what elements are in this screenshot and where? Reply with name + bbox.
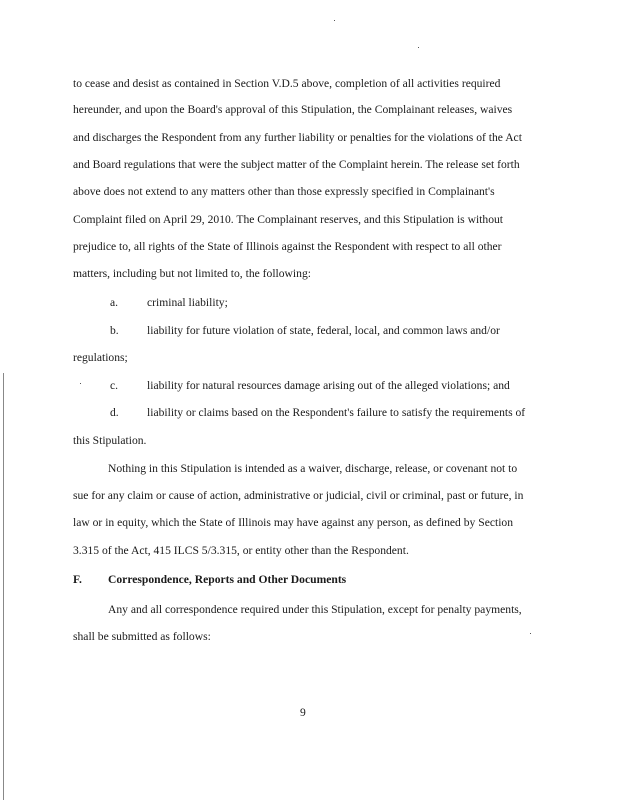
scan-speck — [530, 633, 531, 634]
list-item-a-text: criminal liability; — [147, 296, 228, 309]
scan-margin-line — [3, 373, 4, 800]
list-item-d-text: liability or claims based on the Respondent's failure to satisfy the requirements of — [147, 406, 526, 419]
page-number: 9 — [300, 706, 306, 719]
list-item-d-marker: d. — [110, 406, 119, 419]
body-line-2: hereunder, and upon the Board's approval of this Stipulation, the Complainant releases, waives — [73, 103, 513, 116]
paragraph2-line-1: Nothing in this Stipulation is intended as a waiver, discharge, release, or covenant not to — [108, 462, 518, 475]
list-item-b-text: liability for future violation of state, federal, local, and common laws and/or — [147, 324, 500, 337]
list-item-d-continuation: this Stipulation. — [73, 434, 147, 447]
scan-speck — [80, 383, 81, 384]
body-line-8: matters, including but not limited to, the following: — [73, 267, 311, 280]
paragraph2-line-2: sue for any claim or cause of action, administrative or judicial, civil or criminal, past or future, in — [73, 489, 524, 502]
paragraph2-line-3: law or in equity, which the State of Illinois may have against any person, as defined by Section — [73, 516, 514, 529]
list-item-b-marker: b. — [110, 324, 119, 337]
body-line-1: to cease and desist as contained in Section V.D.5 above, completion of all activities required — [73, 77, 501, 90]
list-item-a-marker: a. — [110, 296, 119, 309]
body-line-4: and Board regulations that were the subject matter of the Complaint herein. The release set forth — [73, 158, 520, 171]
scan-speck — [334, 20, 335, 21]
body-line-5: above does not extend to any matters other than those expressly specified in Complainant's — [73, 185, 495, 198]
scan-speck — [418, 47, 419, 48]
paragraph2-line-4: 3.315 of the Act, 415 ILCS 5/3.315, or entity other than the Respondent. — [73, 544, 409, 557]
section-heading-marker: F. — [73, 573, 82, 586]
list-item-b-continuation: regulations; — [73, 351, 128, 364]
list-item-c-text: liability for natural resources damage arising out of the alleged violations; and — [147, 379, 510, 392]
body-line-6: Complaint filed on April 29, 2010. The Complainant reserves, and this Stipulation is without — [73, 213, 504, 226]
list-item-c-marker: c. — [110, 379, 119, 392]
body-line-3: and discharges the Respondent from any further liability or penalties for the violations of the Act — [73, 131, 522, 144]
body-line-7: prejudice to, all rights of the State of Illinois against the Respondent with respect to all other — [73, 240, 502, 253]
paragraph3-line-2: shall be submitted as follows: — [73, 630, 211, 643]
section-heading-title: Correspondence, Reports and Other Documents — [108, 573, 347, 586]
paragraph3-line-1: Any and all correspondence required under this Stipulation, except for penalty payments, — [108, 603, 522, 616]
